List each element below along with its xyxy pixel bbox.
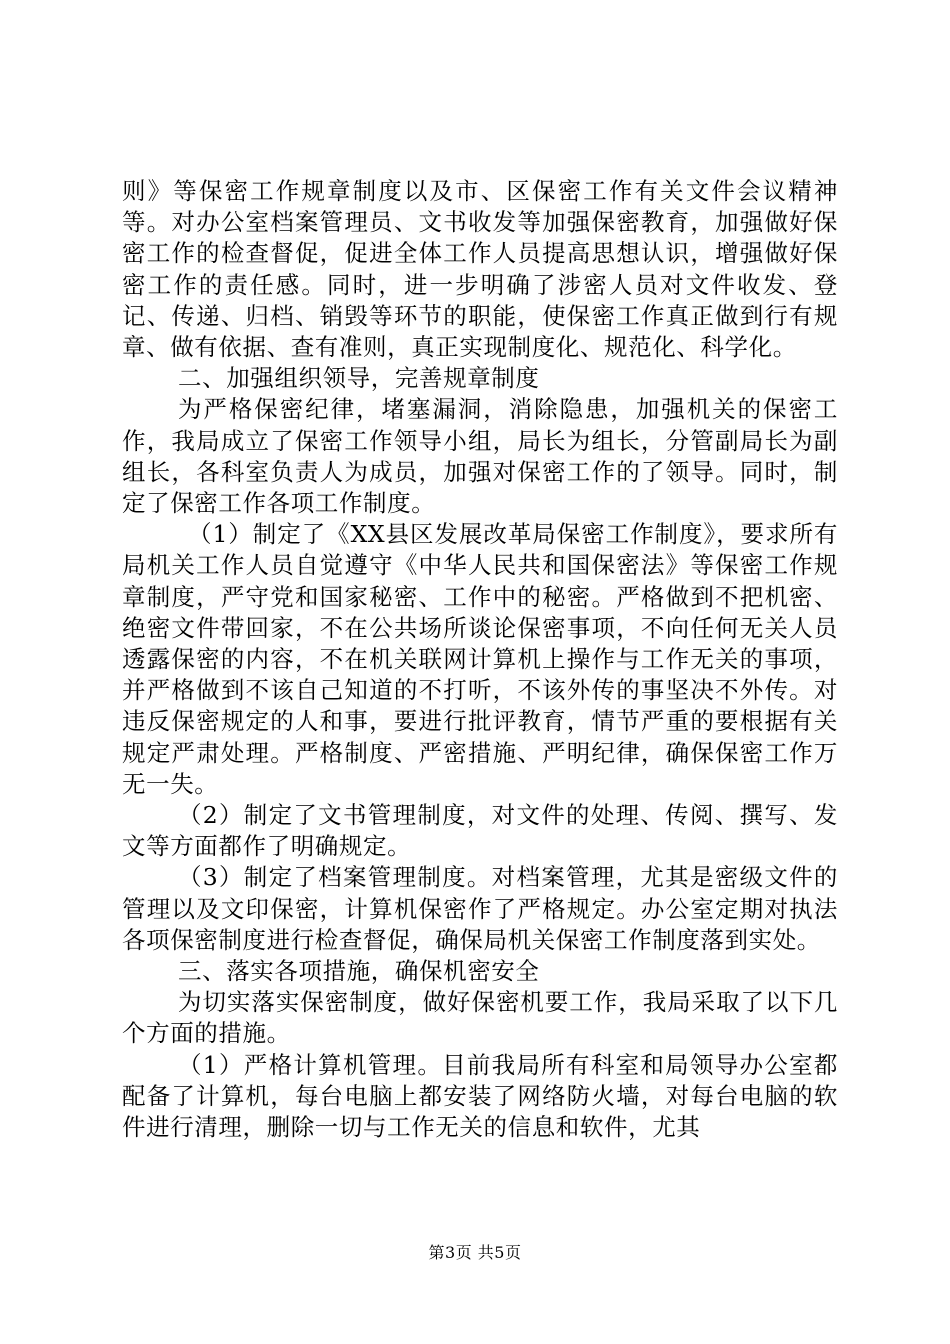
page-footer xyxy=(0,1243,950,1263)
paragraph-item-1-security-rules: （1）制定了《XX县区发展改革局保密工作制度》，要求所有局机关工作人员自觉遵守《中华人民共和国保密法》等保密工作规章制度，严守党和国家秘密、工作中的秘密。严格做到不把机密、绝密文件带回家，不在公共场所谈论保密事项，不向任何无关人员透露保密的内容，不在机关联网计算机上操作与工作无关的事项，并严格做到不该自己知道的不打听，不该外传的事坚决不外传。对违反保密规定的人和事，要进行批评教育，情节严重的要根据有关规定严肃处理。严格制度、严密措施、严明纪律，确保保密工作万无一失。 xyxy=(122,520,838,798)
paragraph-item-2-document-rules: （2）制定了文书管理制度，对文件的处理、传阅、撰写、发文等方面都作了明确规定。 xyxy=(122,801,838,861)
document-body xyxy=(122,176,838,1143)
paragraph-item-3-archive-rules: （3）制定了档案管理制度。对档案管理，尤其是密级文件的管理以及文印保密，计算机保密作了严格规定。办公室定期对执法各项保密制度进行检查督促，确保局机关保密工作制度落到实处。 xyxy=(122,863,838,954)
paragraph-item-1-computer-management: （1）严格计算机管理。目前我局所有科室和局领导办公室都配备了计算机，每台电脑上都安装了网络防火墙，对每台电脑的软件进行清理，删除一切与工作无关的信息和软件，尤其 xyxy=(122,1050,838,1142)
paragraph-continuation: 则》等保密工作规章制度以及市、区保密工作有关文件会议精神等。对办公室档案管理员、文书收发等加强保密教育，加强做好保密工作的检查督促，促进全体工作人员提高思想认识，增强做好保密工作的责任感。同时，进一步明确了涉密人员对文件收发、登记、传递、归档、销毁等环节的职能，使保密工作真正做到行有规章、做有依据、查有准则，真正实现制度化、规范化、科学化。 xyxy=(122,177,838,362)
section-heading-2: 二、加强组织领导，完善规章制度 xyxy=(178,364,540,393)
paragraph-measures-intro: 为切实落实保密制度，做好保密机要工作，我局采取了以下几个方面的措施。 xyxy=(122,988,838,1048)
section-heading-3: 三、落实各项措施，确保机密安全 xyxy=(178,957,540,986)
paragraph-organization: 为严格保密纪律，堵塞漏洞，消除隐患，加强机关的保密工作，我局成立了保密工作领导小组，局长为组长，分管副局长为副组长，各科室负责人为成员，加强对保密工作的了领导。同时，制定了保密工作各项工作制度。 xyxy=(122,395,838,518)
page-number-label: 第3页 共5页 xyxy=(428,1243,522,1262)
